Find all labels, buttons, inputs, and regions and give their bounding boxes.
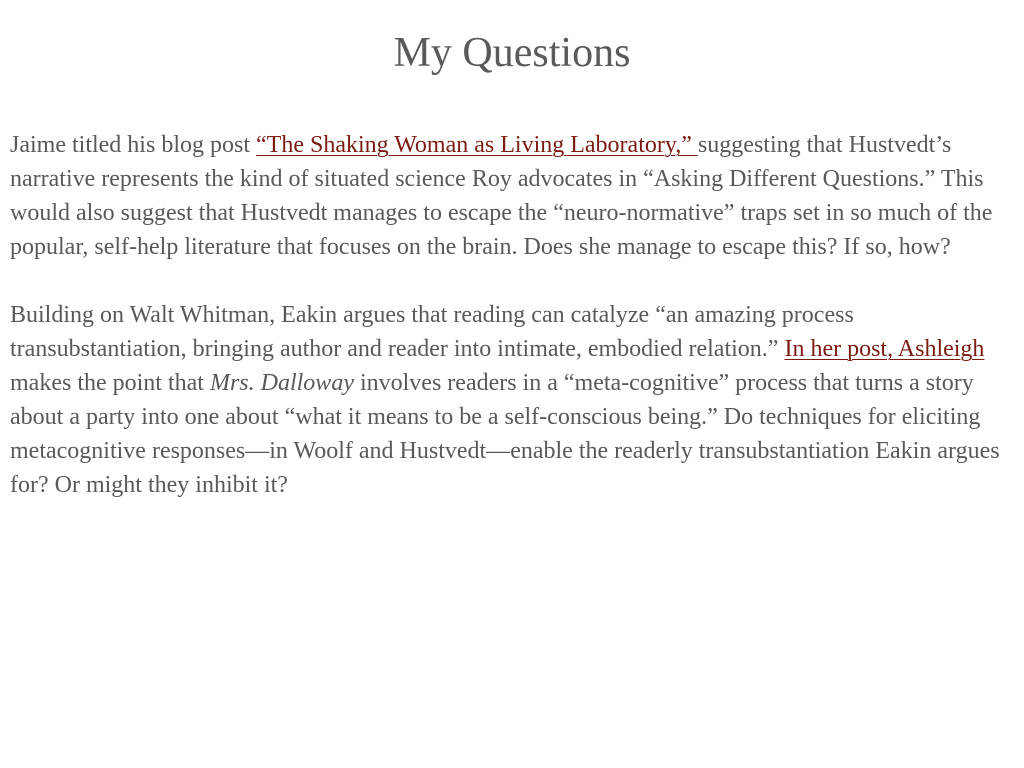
paragraph-1-text-after: suggesting that Hustvedt’s narrative represents the kind of situated science Roy advocates in “Asking Different Questions.” This would also suggest that Hustvedt manages to escape the “neuro-normative” traps set in so much of the popular, self-help literature that focuses on the brain. Does she manage to escape this? If so, how? [10, 132, 993, 260]
page-title: My Questions [393, 30, 631, 76]
shaking-woman-post-link[interactable]: “The Shaking Woman as Living Laboratory,” [256, 132, 698, 158]
paragraph-1-text-before: Jaime titled his blog post [10, 132, 256, 158]
paragraph-1 [10, 128, 1014, 264]
paragraph-2 [10, 298, 1014, 502]
mrs-dalloway-title: Mrs. Dalloway [209, 370, 354, 396]
paragraph-2-text-after: involves readers in a “meta-cognitive” process that turns a story about a party into one about “what it means to be a self-conscious being.” Do techniques for eliciting metacognitive responses—in Woolf and Hustvedt—enable the readerly transubstantiation Eakin argues for? Or might they inhibit it? [10, 370, 1000, 498]
paragraph-2-text-before: Building on Walt Whitman, Eakin argues that reading can catalyze “an amazing process transubstantiation, bringing author and reader into intimate, embodied relation.” [10, 302, 854, 362]
ashleigh-post-link[interactable]: In her post, Ashleigh [784, 336, 985, 362]
paragraph-2-text-middle: makes the point that [10, 370, 210, 396]
